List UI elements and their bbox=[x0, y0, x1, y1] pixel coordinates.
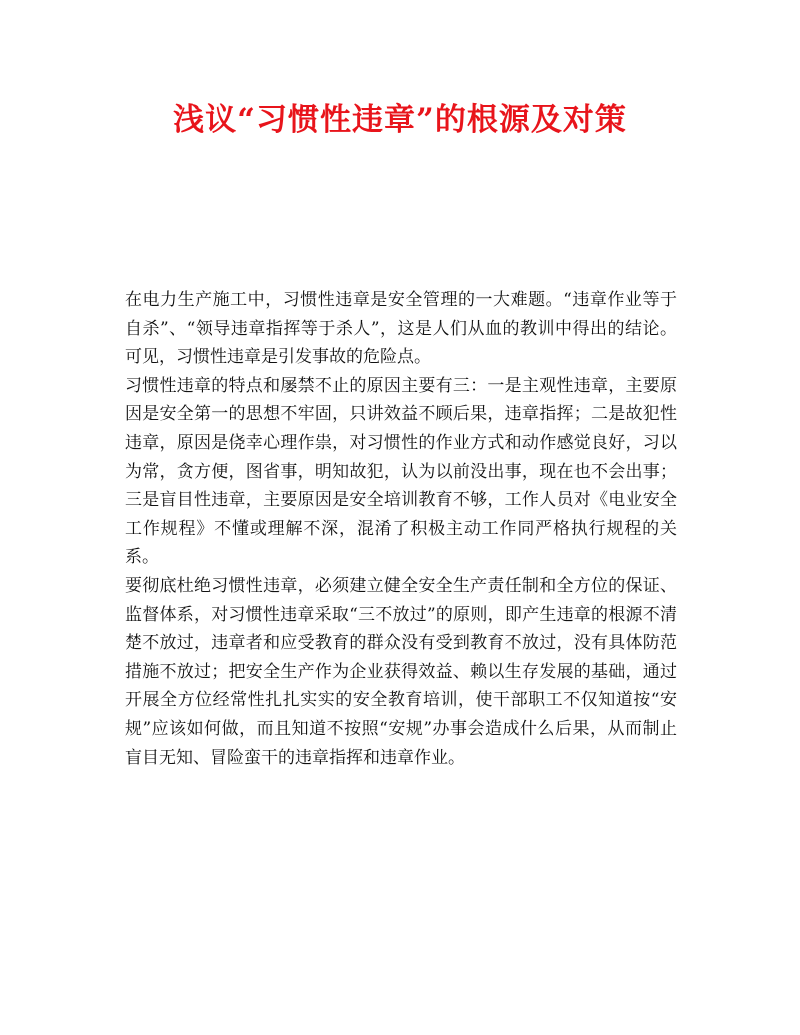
paragraph-3: 要彻底杜绝习惯性违章，必须建立健全安全生产责任制和全方位的保证、监督体系，对习惯性违章采取“三不放过”的原则，即产生违章的根源不清楚不放过，违章者和应受教育的群众没有受到教育不放过，没有具体防范措施不放过；把安全生产作为企业获得效益、赖以生存发展的基础，通过开展全方位经常性扎扎实实的安全教育培训，使干部职工不仅知道按“安规”应该如何做，而且知道不按照“安规”办事会造成什么后果，从而制止盲目无知、冒险蛮干的违章指挥和违章作业。 bbox=[125, 575, 677, 768]
document-body bbox=[125, 286, 677, 772]
paragraph-2: 习惯性违章的特点和屡禁不止的原因主要有三：一是主观性违章，主要原因是安全第一的思想不牢固，只讲效益不顾后果，违章指挥；二是故犯性违章，原因是侥幸心理作祟，对习惯性的作业方式和动作感觉良好，习以为常，贪方便，图省事，明知故犯，认为以前没出事，现在也不会出事；三是盲目性违章，主要原因是安全培训教育不够，工作人员对《电业安全工作规程》不懂或理解不深，混淆了积极主动工作同严格执行规程的关系。 bbox=[125, 375, 677, 568]
document-title: 浅议“习惯性违章”的根源及对策 bbox=[173, 102, 627, 138]
paragraph-1: 在电力生产施工中，习惯性违章是安全管理的一大难题。“违章作业等于自杀”、“领导违章指挥等于杀人”，这是人们从血的教训中得出的结论。可见，习惯性违章是引发事故的危险点。 bbox=[125, 290, 677, 368]
